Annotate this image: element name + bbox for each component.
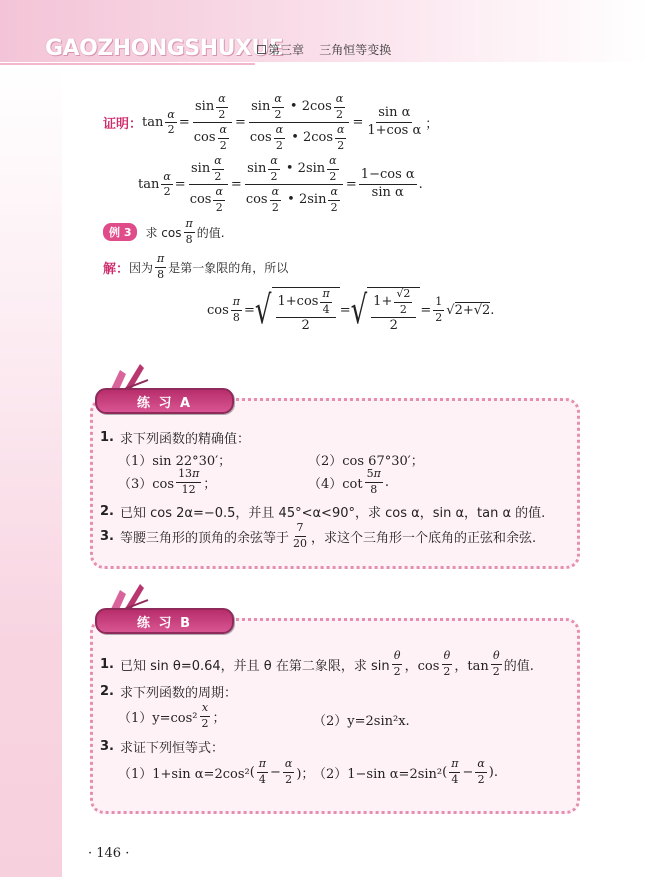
solution-formula: cos $\frac{\pi}{8}$ = √ 1+cos $\frac{\pi}{4}$ 2 = √ 1+ $\frac{√2}{2}$ 2 = $\frac{1}{2}$ √2+√2 . (207, 287, 495, 334)
practice-b-q1-post: 的值. (503, 658, 534, 674)
practice-b-q3-text: 求证下列恒等式： (119, 741, 224, 756)
left-decor-bar (0, 65, 62, 877)
example-badge: 例 3 (103, 223, 137, 241)
practice-a-q1-text: 求下列函数的精确值： (119, 432, 250, 447)
practice-a-q3-pre: 等腰三角形的顶角的余弦等于 (119, 530, 289, 546)
practice-a-q1-item-3: （3）cos 13 π 12 ； (118, 467, 217, 496)
proof-line-2: tan $\frac{\alpha}{2}$ = sin $\frac{\alpha}{2}$ cos $\frac{\alpha}{2}$ = sin $\frac{\alpha}{2}$ • 2sin $\frac{\alpha}{2}$ cos $\frac{\alpha}{2}$ • 2sin $\frac{\alpha}{2}$ = $\frac{\text{1−cos α}}{\text{sin α}}$ . (138, 154, 423, 214)
practice-b-q2-item-2 (313, 710, 410, 729)
proof-line-1: 证明： tan $\frac{\alpha}{2}$ = sin $\frac{\alpha}{2}$ cos $\frac{\alpha}{2}$ = sin $\frac{\alpha}{2}$ • 2cos $\frac{\alpha}{2}$ cos $\frac{\alpha}{2}$ • 2cos $\frac{\alpha}{2}$ = $\frac{\text{sin α}}{\text{1+cos α}}$ ； (103, 92, 439, 152)
header-logo: GAOZHONGSHUXUE (45, 36, 284, 61)
example-prompt: 求 cos (145, 225, 182, 240)
practice-a-q1: 1. 求下列函数的精确值： (100, 430, 250, 447)
chapter-marker-icon (257, 45, 266, 54)
practice-a-tab: 练 习 A (95, 388, 234, 414)
practice-b-q3-item-2-text: （2）1−sin α=2sin² (313, 766, 443, 782)
practice-b-tab: 练 习 B (95, 608, 234, 634)
practice-b-q1-pre: 已知 sin θ=0.64，并且 θ 在第二象限，求 sin (119, 658, 390, 674)
practice-a-q1-item-1-text: （1）sin 22°30′； (118, 454, 232, 469)
practice-b-q2-text: 求下列函数的周期： (119, 686, 237, 701)
practice-a-q2-text: 已知 cos 2α=−0.5，并且 45°<α<90°，求 cos α，sin α，tan α 的值. (119, 506, 546, 521)
chapter-title: 第三章 三角恒等变换 (268, 43, 392, 57)
practice-b-q2-item-1-text: （1）y=cos² (118, 710, 198, 726)
proof-label: 证明： (103, 117, 143, 133)
example-3: 例 3 求 cos $\frac{\pi}{8}$ 的值. (103, 218, 225, 246)
practice-b-q3-item-2: （2）1−sin α=2sin² ( $\frac{\pi}{4}$ − $\frac{\alpha}{2}$ ). (313, 757, 498, 786)
solution-label: 解： (103, 261, 130, 277)
proof-result-1-num: sin α (376, 106, 412, 123)
practice-a-q1-item-1 (118, 450, 231, 469)
practice-b-q3: 3. 求证下列恒等式： (100, 739, 224, 756)
solution-line: 解： 因为 $\frac{\pi}{8}$ 是第一象限的角，所以 (103, 252, 289, 281)
practice-a-q1-item-4-text: （4）cot (308, 476, 363, 492)
practice-b-q2: 2. 求下列函数的周期： (100, 684, 237, 701)
proof-result-1-den: 1+cos α (367, 123, 422, 139)
practice-b-q3-item-1: （1）1+sin α=2cos² ( $\frac{\pi}{4}$ − $\frac{\alpha}{2}$ )； (118, 757, 315, 786)
practice-a-q2: 2. 已知 cos 2α=−0.5，并且 45°<α<90°，求 cos α，sin α，tan α 的值. (100, 504, 546, 521)
practice-a-q3-post: ，求这个三角形一个底角的正弦和余弦. (311, 530, 537, 546)
practice-a-q1-item-3-text: （3）cos (118, 476, 175, 492)
page-number: · 146 · (88, 846, 130, 861)
example-suffix: 的值. (196, 225, 225, 240)
practice-a-q1-item-2 (308, 450, 424, 469)
practice-a-q1-item-4: （4）cot 5 π 8 . (308, 467, 389, 496)
solution-text-post: 是第一象限的角，所以 (168, 260, 289, 275)
practice-b-q3-item-1-text: （1）1+sin α=2cos² (118, 766, 250, 782)
practice-b-q1: 1. 已知 sin θ=0.64，并且 θ 在第二象限，求 sin $\frac{\theta}{2}$ ，cos $\frac{\theta}{2}$ ，tan $\frac{\theta}{2}$ 的值. (100, 649, 534, 678)
practice-a-q1-item-2-text: （2）cos 67°30′； (308, 454, 424, 469)
practice-b-q2-item-2-text: （2）y=2sin²x. (313, 714, 410, 729)
proof-result-2-den: sin α (371, 185, 404, 201)
proof-result-2-num: 1−cos α (359, 168, 417, 185)
practice-b-q2-item-1: （1）y=cos² $\frac{x}{2}$ ； (118, 701, 226, 730)
solution-text-pre: 因为 (129, 260, 154, 275)
practice-a-q3: 3. 等腰三角形的顶角的余弦等于 $\frac{7}{20}$ ，求这个三角形一个底角的正弦和余弦. (100, 521, 537, 550)
